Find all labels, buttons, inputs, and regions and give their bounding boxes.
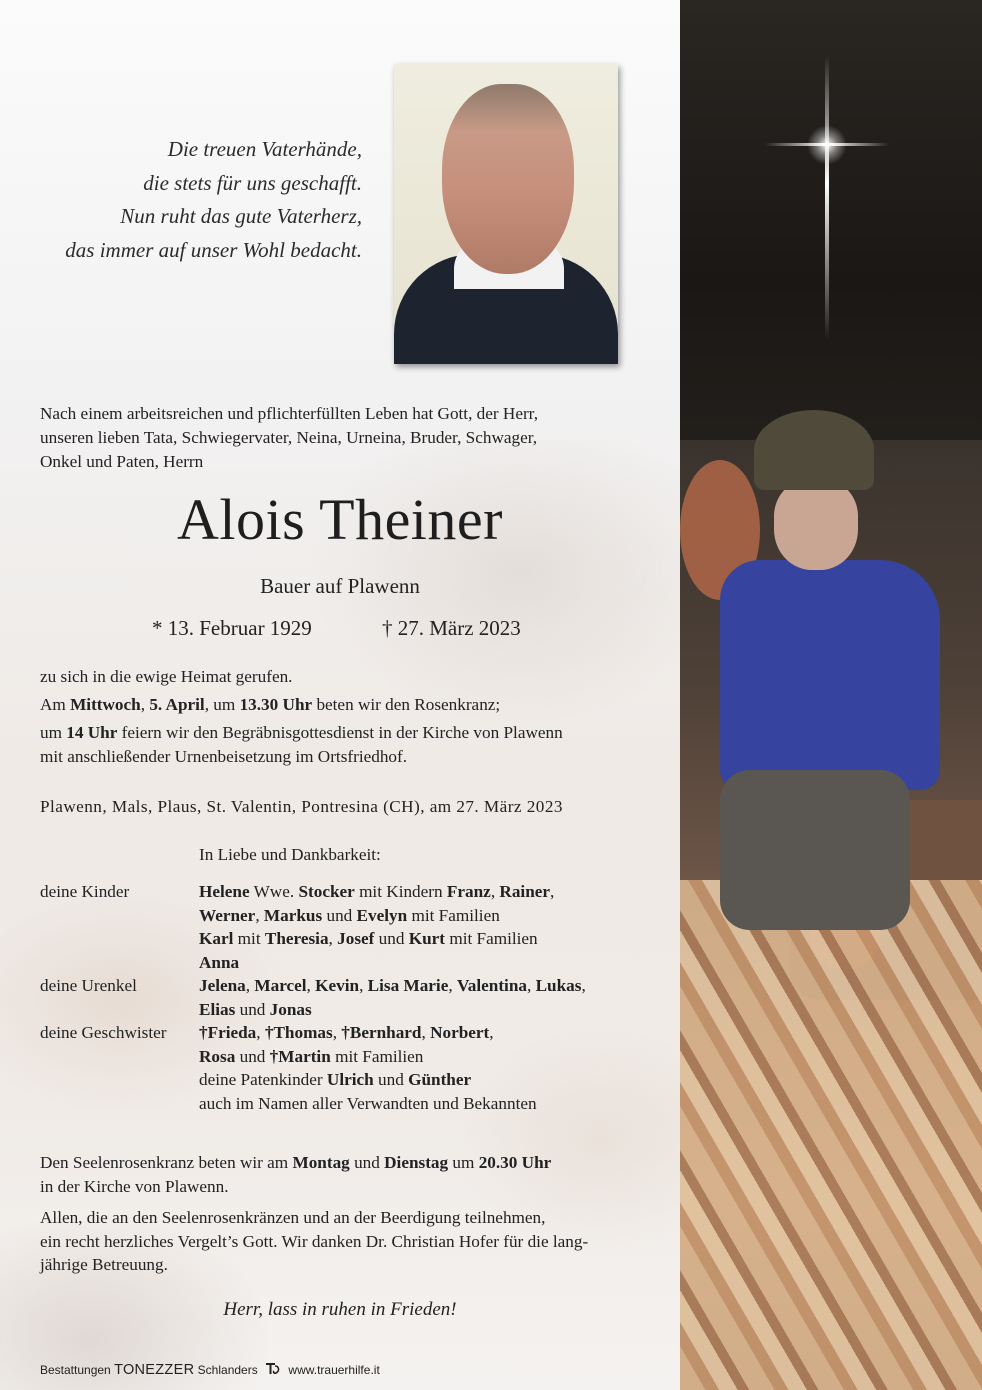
family-group-great-grandchildren: [40, 974, 660, 1021]
poem-line: die stets für uns geschafft.: [143, 170, 362, 195]
poem-line: das immer auf unser Wohl bedacht.: [65, 237, 362, 262]
family-line: †Frieda, †Thomas, †Bernhard, Norbert,: [199, 1023, 494, 1042]
man-hat: [754, 410, 874, 490]
deceased-name: Alois Theiner: [177, 487, 503, 552]
family-label: deine Geschwister: [40, 1023, 167, 1042]
family-line: Anna: [199, 952, 240, 972]
website-url[interactable]: www.trauerhilfe.it: [288, 1363, 380, 1377]
split-firewood-pile: [680, 880, 982, 1390]
deceased-role: Bauer auf Plawenn: [260, 574, 420, 598]
closing-text: [40, 1151, 660, 1285]
evening-rosary: Den Seelenrosenkranz beten wir am Montag und Dienstag um 20.30 Uhr in der Kirche von Plawenn.: [40, 1153, 552, 1196]
cross-glow: [807, 125, 847, 165]
intro-line: Nach einem arbeitsreichen und pflichterfüllten Leben hat Gott, der Herr,: [40, 404, 539, 423]
family-line: deine Patenkinder Ulrich und Günther: [199, 1070, 472, 1089]
family-line: Helene Wwe. Stocker mit Kindern Franz, Rainer,: [199, 882, 555, 901]
death-date: † 27. März 2023: [382, 616, 521, 640]
closing-prayer: Herr, lass in ruhen in Frieden!: [223, 1299, 457, 1320]
family-label: deine Kinder: [40, 882, 130, 901]
family-label: deine Urenkel: [40, 976, 137, 995]
funeral-home-brand: TONEZZER: [114, 1362, 195, 1378]
footer: Bestattungen TONEZZER Schlanders www.trauerhilfe.it: [40, 1362, 380, 1378]
man-blue-jacket: [720, 560, 940, 790]
family-line: Jelena, Marcel, Kevin, Lisa Marie, Valentina, Lukas,: [199, 976, 586, 995]
poem-line: Die treuen Vaterhände,: [167, 137, 362, 161]
intro-text: [40, 402, 640, 474]
rosary-line: Am Mittwoch, 5. April, um 13.30 Uhr beten wir den Rosenkranz;: [40, 695, 501, 714]
gratitude-text: Allen, die an den Seelenrosenkränzen und an der Beerdigung teilnehmen, ein recht herzliches Vergelt’s Gott. Wir danken Dr. Christian Hofer für die lang- jährige Betreuung.: [40, 1208, 589, 1274]
trauerhilfe-logo-icon: [265, 1362, 281, 1379]
funeral-line: um 14 Uhr feiern wir den Begräbnisgottesdienst in der Kirche von Plawenn: [40, 723, 563, 742]
family-group-children: [40, 880, 660, 974]
right-photo-panel: [680, 0, 982, 1390]
family-line: Rosa und †Martin mit Familien: [199, 1046, 424, 1066]
intro-line: Onkel und Paten, Herrn: [40, 452, 204, 471]
man-face: [774, 480, 858, 570]
dark-sky-background: [680, 0, 982, 470]
thanks-line: In Liebe und Dankbarkeit:: [199, 845, 381, 864]
poem: [30, 133, 362, 267]
ceremony-text: [40, 665, 660, 773]
portrait-photo: [394, 64, 618, 364]
family-line: Karl mit Theresia, Josef und Kurt mit Familien: [199, 929, 538, 948]
burial-line: mit anschließender Urnenbeisetzung im Ortsfriedhof.: [40, 747, 408, 766]
family-line: auch im Namen aller Verwandten und Bekannten: [199, 1093, 537, 1113]
man-trousers: [720, 770, 910, 930]
family-line: Elias und Jonas: [199, 999, 312, 1019]
called-home-line: zu sich in die ewige Heimat gerufen.: [40, 667, 293, 686]
intro-line: unseren lieben Tata, Schwiegervater, Neina, Urneina, Bruder, Schwager,: [40, 428, 538, 447]
family-list: [40, 880, 660, 1115]
family-line: Werner, Markus und Evelyn mit Familien: [199, 905, 500, 925]
poem-line: Nun ruht das gute Vaterherz,: [120, 204, 362, 228]
birth-date: * 13. Februar 1929: [152, 616, 312, 640]
family-group-siblings: [40, 1021, 660, 1115]
place-and-date: Plawenn, Mals, Plaus, St. Valentin, Pontresina (CH), am 27. März 2023: [40, 797, 563, 816]
portrait-head: [442, 84, 574, 274]
glowing-cross-icon: [825, 55, 829, 340]
